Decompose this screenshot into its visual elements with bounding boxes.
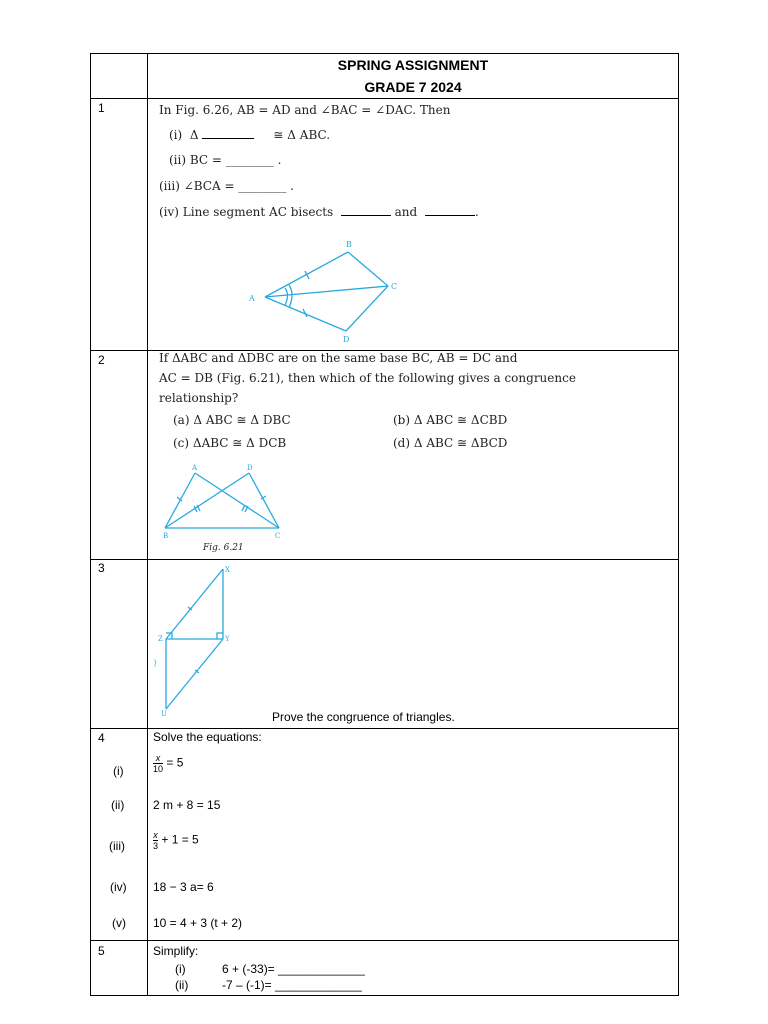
equation: 10 = 4 + 3 (t + 2)	[153, 916, 243, 930]
equation: 18 − 3 a= 6	[153, 880, 214, 894]
q5-part-i: 6 + (-33)= _____________	[222, 962, 365, 976]
question-number: 4	[98, 731, 105, 745]
q1-stem: In Fig. 6.26, AB = AD and ∠BAC = ∠DAC. Then	[159, 103, 451, 117]
q2-option-a: (a) Δ ABC ≅ Δ DBC	[173, 413, 291, 427]
q2-line-1: If ΔABC and ΔDBC are on the same base BC, AB = DC and	[159, 351, 518, 365]
vertex-label: D	[343, 335, 350, 344]
page-subtitle: GRADE 7 2024	[364, 79, 462, 95]
equation-label: (iii)	[109, 839, 125, 853]
vertex-label: D	[247, 464, 253, 472]
q2-option-b: (b) Δ ABC ≅ ΔCBD	[393, 413, 508, 427]
q3-instruction: Prove the congruence of triangles.	[272, 710, 455, 724]
q2-line-2: AC = DB (Fig. 6.21), then which of the following gives a congruence	[159, 371, 576, 385]
vertex-label: B	[163, 532, 169, 540]
equation: $\frac{x}{3}$ + 1 = 5	[153, 830, 199, 851]
row-divider	[91, 728, 678, 729]
vertex-label: C	[391, 282, 398, 291]
q1-part-iv: (iv) Line segment AC bisects and .	[159, 205, 479, 219]
vertex-label: Z	[158, 635, 163, 643]
column-divider	[147, 54, 148, 995]
q1-part-iii: (iii) ∠BCA = ________ .	[159, 179, 294, 193]
q1-part-i: (i) Δ ≅ Δ ABC.	[169, 128, 331, 142]
assignment-table	[90, 53, 679, 996]
equation-label: (v)	[112, 916, 126, 930]
vertex-label: X	[225, 566, 230, 574]
q5-part-label: (ii)	[175, 978, 189, 992]
q5-title: Simplify:	[153, 944, 199, 958]
vertex-label: Y	[225, 635, 230, 643]
q5-part-ii: -7 – (-1)= _____________	[222, 978, 362, 992]
vertex-label: }	[153, 659, 158, 667]
q1-part-ii: (ii) BC = ________ .	[169, 153, 282, 167]
q1-kite-figure	[251, 238, 401, 348]
equation-label: (ii)	[111, 798, 125, 812]
q2-option-c: (c) ΔABC ≅ Δ DCB	[173, 436, 287, 450]
vertex-label: C	[275, 532, 281, 540]
q2-line-3: relationship?	[159, 391, 239, 405]
q3-triangles-figure	[153, 564, 233, 719]
vertex-label: B	[346, 240, 352, 249]
equation-label: (iv)	[110, 880, 127, 894]
question-number: 2	[98, 353, 105, 367]
row-divider	[91, 559, 678, 560]
q5-part-label: (i)	[175, 962, 186, 976]
q2-option-d: (d) Δ ABC ≅ ΔBCD	[393, 436, 508, 450]
question-number: 3	[98, 561, 105, 575]
equation: 2 m + 8 = 15	[153, 798, 221, 812]
row-divider	[91, 940, 678, 941]
vertex-label: A	[192, 464, 198, 472]
vertex-label: A	[249, 294, 255, 303]
equation: $\frac{x}{10}$ = 5	[153, 753, 184, 774]
row-divider	[91, 98, 678, 99]
q4-title: Solve the equations:	[153, 730, 262, 744]
equation-label: (i)	[113, 764, 124, 778]
q2-triangles-figure	[161, 464, 291, 544]
question-number: 5	[98, 944, 105, 958]
page-title: SPRING ASSIGNMENT	[337, 57, 489, 73]
question-number: 1	[98, 101, 105, 115]
vertex-label: U	[161, 710, 167, 718]
figure-caption: Fig. 6.21	[203, 543, 244, 553]
